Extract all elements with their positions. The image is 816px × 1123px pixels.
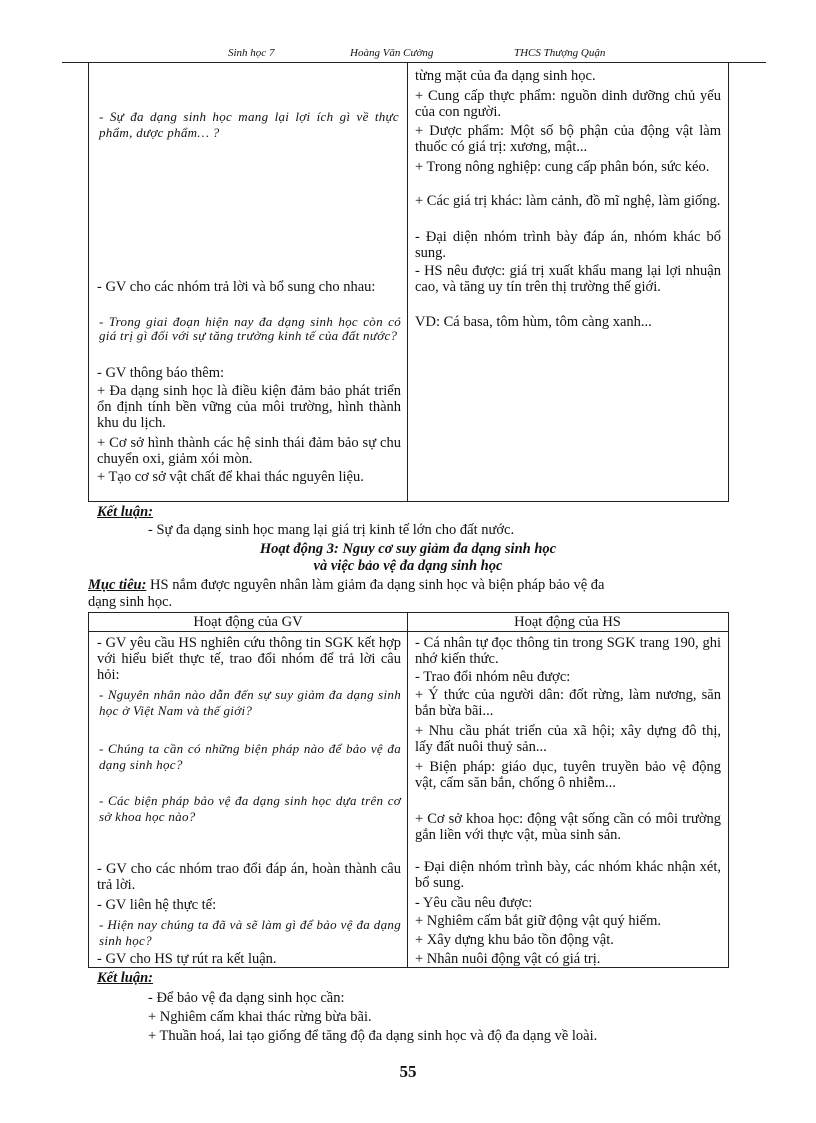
header-school: THCS Thượng Quận xyxy=(514,47,606,59)
hs-read-info: - Cá nhân tự đọc thông tin trong SGK trang 190, ghi nhớ kiến thức. xyxy=(415,635,721,667)
header-teacher: Hoàng Văn Cường xyxy=(350,47,434,59)
hs-conservation-area: + Xây dựng khu bảo tồn động vật. xyxy=(415,932,614,948)
question-scientific-basis: - Các biện pháp bảo vệ đa dạng sinh học dựa trên cơ sở khoa học nào? xyxy=(99,793,401,824)
hs-answer-line: từng mặt của đa dạng sinh học. xyxy=(415,68,596,84)
conclusion-2-point-2: + Thuần hoá, lai tạo giống để tăng độ đa dạng sinh học và độ đa dạng về loài. xyxy=(148,1028,598,1044)
header-row-line xyxy=(89,631,728,632)
goal-line xyxy=(88,577,604,594)
gv-notice: - GV thông báo thêm: xyxy=(97,365,224,381)
conclusion-2-point-1: + Nghiêm cấm khai thác rừng bừa bãi. xyxy=(148,1009,372,1025)
conclusion-2-intro: - Để bảo vệ đa dạng sinh học cần: xyxy=(148,990,345,1006)
gv-conclude: - GV cho HS tự rút ra kết luận. xyxy=(97,951,277,967)
gv-discuss: - GV cho các nhóm trao đổi đáp án, hoàn thành câu trả lời. xyxy=(97,861,401,893)
hs-scientific-basis: + Cơ sở khoa học: động vật sống cần có môi trường gắn liền với thực vật, mùa sinh sản. xyxy=(415,811,721,843)
table-head-hs: Hoạt động của HS xyxy=(514,614,621,630)
gv-request: - GV yêu cầu HS nghiên cứu thông tin SGK kết hợp với hiểu biết thực tế, trao đổi nhóm để trả lời câu hỏi: xyxy=(97,635,401,683)
hs-other-values: + Các giá trị khác: làm cảnh, đồ mĩ nghệ, làm giống. xyxy=(415,193,721,209)
hs-social-needs: + Nhu cầu phát triển của xã hội; xây dựng đô thị, lấy đất nuôi thuỷ sản... xyxy=(415,723,721,755)
question-causes: - Nguyên nhân nào dẫn đến sự suy giảm đa dạng sinh học ở Việt Nam và thế giới? xyxy=(99,687,401,718)
hs-required: - Yêu cầu nêu được: xyxy=(415,895,533,911)
goal-text-continued: dạng sinh học. xyxy=(88,594,173,610)
hs-awareness: + Ý thức của người dân: đốt rừng, làm nương, săn bắn bừa bãi... xyxy=(415,687,721,719)
goal-text: HS nắm được nguyên nhân làm giảm đa dạng sinh học và biện pháp bảo vệ đa xyxy=(150,577,605,593)
goal-label: Mục tiêu: xyxy=(88,577,147,593)
note-tourism: + Đa dạng sinh học là điều kiện đảm bảo phát triển ổn định tính bền vững của môi trường, hình thành khu du lịch. xyxy=(97,383,401,431)
conclusion-1-label: Kết luận: xyxy=(97,504,153,520)
table-value-of-biodiversity xyxy=(88,62,729,502)
hs-group-present: - Đại diện nhóm trình bày đáp án, nhóm khác bổ sung. xyxy=(415,229,721,261)
activity-3-subtitle: và việc bảo vệ đa dạng sinh học xyxy=(313,558,503,574)
hs-agriculture: + Trong nông nghiệp: cung cấp phân bón, sức kéo. xyxy=(415,159,710,175)
question-economic-value: - Trong giai đoạn hiện nay đa dạng sinh học còn có giá trị gì đối với sự tăng trưởng kinh tế của đất nước? xyxy=(99,314,401,343)
conclusion-1-text: - Sự đa dạng sinh học mang lại giá trị kinh tế lớn cho đất nước. xyxy=(148,522,515,538)
question-food-medicine: - Sự đa dạng sinh học mang lại lợi ích gì về thực phẩm, dược phẩm… ? xyxy=(99,109,399,140)
gv-connect: - GV liên hệ thực tế: xyxy=(97,897,217,913)
hs-breeding: + Nhân nuôi động vật có giá trị. xyxy=(415,951,601,967)
table-head-gv: Hoạt động của GV xyxy=(193,614,303,630)
question-current-actions: - Hiện nay chúng ta đã và sẽ làm gì để bảo vệ đa dạng sinh học? xyxy=(99,917,401,948)
page-header xyxy=(62,46,766,63)
hs-measures: + Biện pháp: giáo dục, tuyên truyền bảo vệ động vật, cấm săn bắn, chống ô nhiễm... xyxy=(415,759,721,791)
header-subject: Sinh học 7 xyxy=(228,47,275,59)
gv-instruction-1: - GV cho các nhóm trả lời và bổ sung cho nhau: xyxy=(97,279,376,295)
hs-group-present: - Đại diện nhóm trình bày, các nhóm khác nhận xét, bổ sung. xyxy=(415,859,721,891)
hs-group-discuss: - Trao đổi nhóm nêu được: xyxy=(415,669,571,685)
hs-food: + Cung cấp thực phẩm: nguồn dinh dưỡng chủ yếu của con người. xyxy=(415,88,721,120)
note-ecosystem: + Cơ sở hình thành các hệ sinh thái đảm bảo sự chu chuyển oxi, giảm xói mòn. xyxy=(97,435,401,467)
hs-ban-rare-animals: + Nghiêm cấm bắt giữ động vật quý hiếm. xyxy=(415,913,661,929)
question-measures: - Chúng ta cần có những biện pháp nào để bảo vệ đa dạng sinh học? xyxy=(99,741,401,772)
column-divider xyxy=(407,63,408,501)
hs-export-value: - HS nêu được: giá trị xuất khẩu mang lại lợi nhuận cao, và tăng uy tín trên thị trường thế giới. xyxy=(415,263,721,295)
column-divider xyxy=(407,613,408,967)
note-materials: + Tạo cơ sở vật chất để khai thác nguyên liệu. xyxy=(97,469,364,485)
table-activities xyxy=(88,612,729,968)
hs-medicine: + Dược phẩm: Một số bộ phận của động vật làm thuốc có giá trị: xương, mật... xyxy=(415,123,721,155)
activity-3-title: Hoạt động 3: Nguy cơ suy giảm đa dạng sinh học xyxy=(259,541,557,557)
hs-examples: VD: Cá basa, tôm hùm, tôm càng xanh... xyxy=(415,314,652,330)
conclusion-2-label: Kết luận: xyxy=(97,970,153,986)
page-number: 55 xyxy=(399,1062,417,1081)
